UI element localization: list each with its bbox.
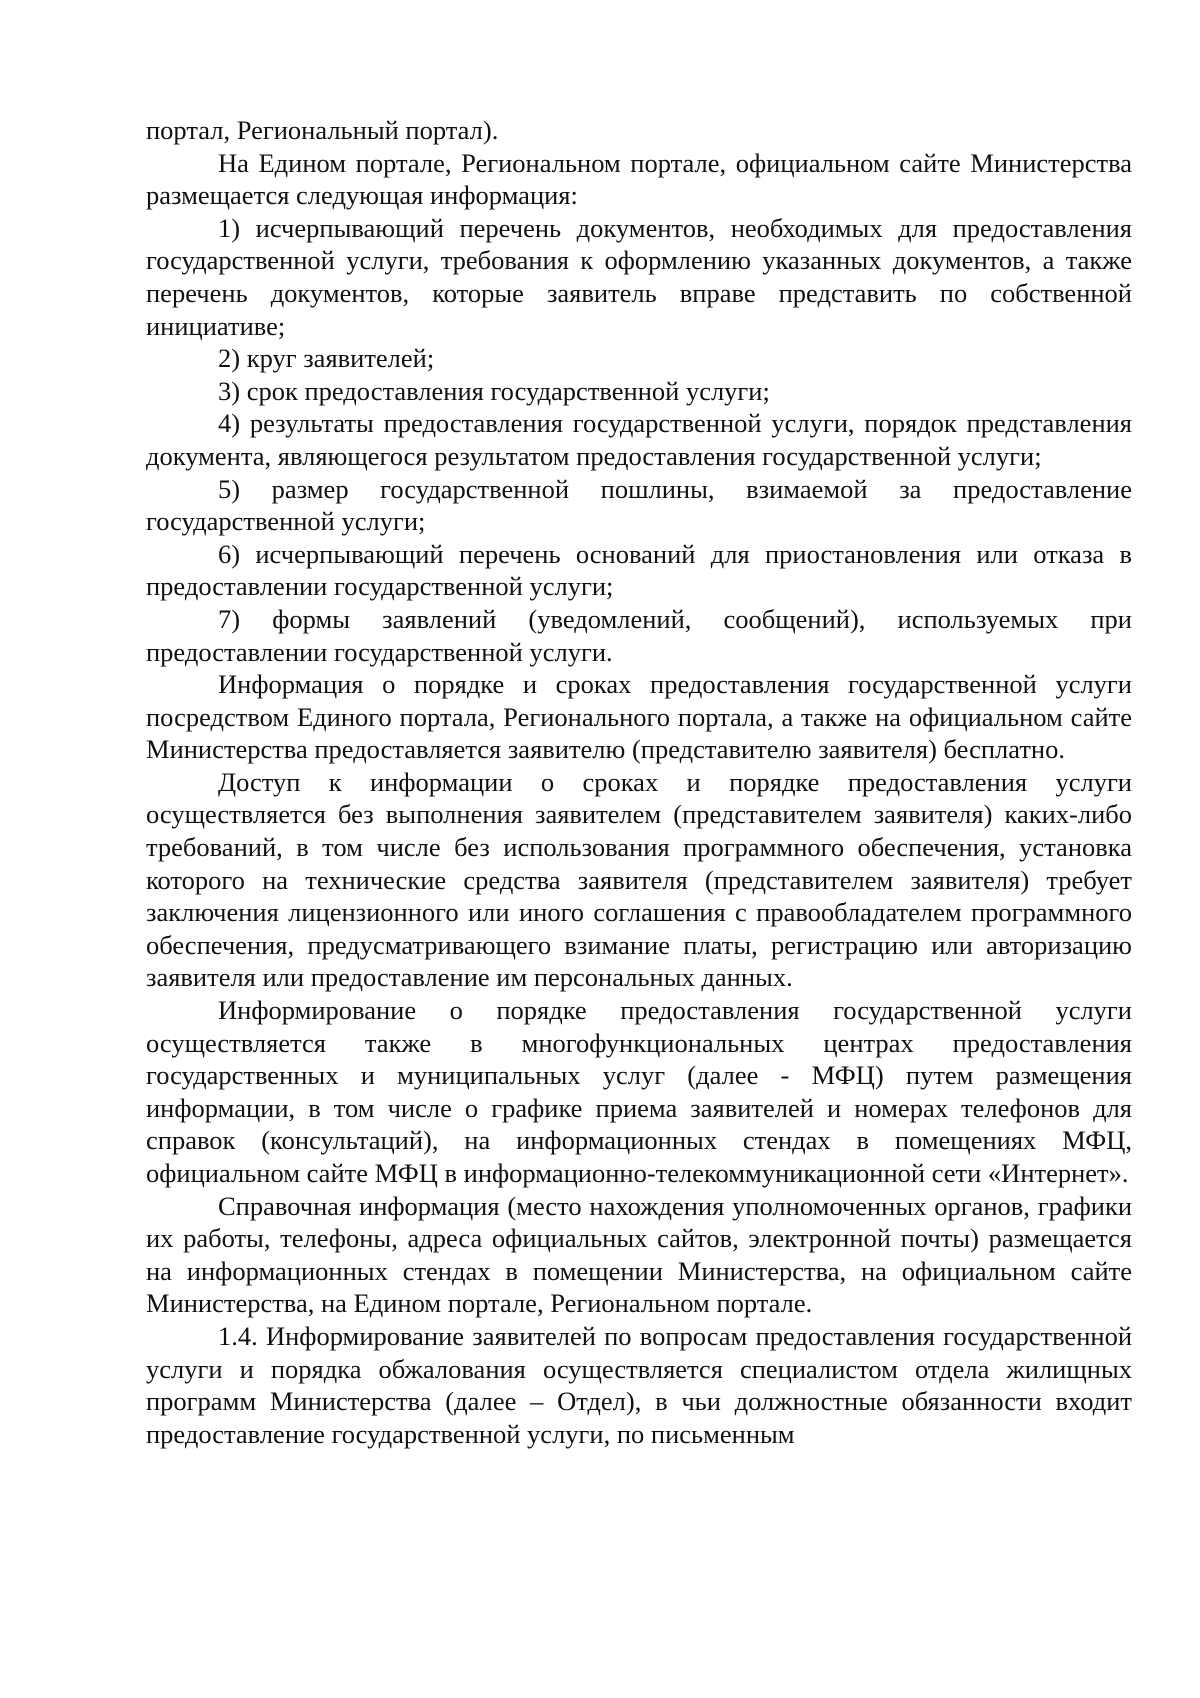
paragraph: 5) размер государственной пошлины, взимаемой за предоставление государственной услуги; xyxy=(146,473,1132,537)
paragraph: Информация о порядке и сроках предоставления государственной услуги посредством Единого портала, Регионального портала, а также на официальном сайте Министерства предоставляется заявителю (представителю заявителя) бесплатно. xyxy=(146,669,1132,765)
paragraph: Справочная информация (место нахождения уполномоченных органов, графики их работы, телефоны, адреса официальных сайтов, электронной почты) размещается на информационных стендах в помещении Министерства, на официальном сайте Министерства, на Едином портале, Региональном портале. xyxy=(146,1190,1132,1319)
paragraph: 7) формы заявлений (уведомлений, сообщений), используемых при предоставлении государственной услуги. xyxy=(146,603,1132,667)
paragraph: 4) результаты предоставления государственной услуги, порядок представления документа, являющегося результатом предоставления государственной услуги; xyxy=(146,408,1132,471)
paragraph: 3) срок предоставления государственной услуги; xyxy=(218,375,770,406)
paragraph: 1.4. Информирование заявителей по вопросам предоставления государственной услуги и порядка обжалования осуществляется специалистом отдела жилищных программ Министерства (далее – Отдел), в чьи должностные обязанности входит предоставление государственной услуги, по письменным xyxy=(146,1320,1132,1449)
paragraph: Информирование о порядке предоставления государственной услуги осуществляется также в многофункциональных центрах предоставления государственных и муниципальных услуг (далее - МФЦ) путем размещения информации, в том числе о графике приема заявителей и номерах телефонов для справок (консультаций), на информационных стендах в помещениях МФЦ, официальном сайте МФЦ в информационно-телекоммуникационной сети «Интернет». xyxy=(146,995,1132,1188)
paragraph: 1) исчерпывающий перечень документов, необходимых для предоставления государственной услуги, требования к оформлению указанных документов, а также перечень документов, которые заявитель вправе представить по собственной инициативе; xyxy=(146,212,1132,341)
paragraph: На Едином портале, Региональном портале, официальном сайте Министерства размещается следующая информация: xyxy=(146,147,1132,211)
paragraph: Доступ к информации о сроках и порядке предоставления услуги осуществляется без выполнения заявителем (представителем заявителя) каких-либо требований, в том числе без использования программного обеспечения, установка которого на технические средства заявителя (представителем заявителя) требует заключения лицензионного или иного соглашения с правообладателем программного обеспечения, предусматривающего взимание платы, регистрацию или авторизацию заявителя или предоставление им персональных данных. xyxy=(146,766,1132,993)
paragraph: 2) круг заявителей; xyxy=(218,343,435,374)
document-text-body xyxy=(146,114,1132,1450)
paragraph: портал, Региональный портал). xyxy=(146,115,499,145)
paragraph: 6) исчерпывающий перечень оснований для приостановления или отказа в предоставлении государственной услуги; xyxy=(146,538,1132,602)
